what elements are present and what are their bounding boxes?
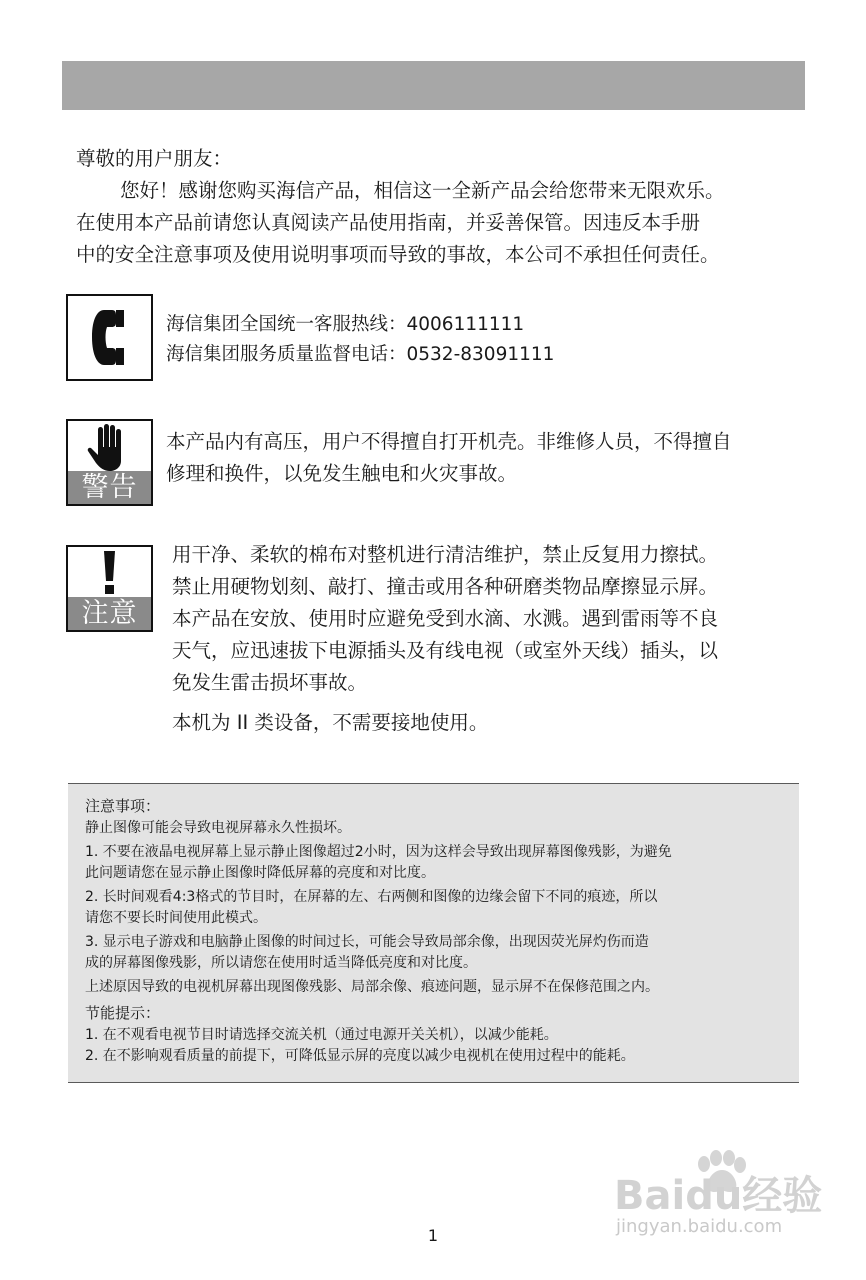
- notes-item-1-line-1: 1. 不要在液晶电视屏幕上显示静止图像超过2小时，因为这样会导致出现屏幕图像残影，为避免: [85, 844, 672, 860]
- caution-text: [172, 539, 802, 739]
- notes-box: [68, 783, 799, 1083]
- warning-line-1: 本产品内有高压，用户不得擅自打开机壳。非维修人员，不得擅自: [166, 430, 732, 453]
- caution-line-2: 禁止用硬物划刻、敲打、撞击或用各种研磨类物品摩擦显示屏。: [172, 575, 719, 598]
- page-number: 1: [427, 1226, 439, 1245]
- warning-label: 警告: [68, 471, 151, 504]
- notes-summary: 上述原因导致的电视机屏幕出现图像残影、局部余像、痕迹问题，显示屏不在保修范围之内。: [85, 979, 659, 995]
- intro-line-1: 您好！感谢您购买海信产品，相信这一全新产品会给您带来无限欢乐。: [120, 179, 725, 202]
- notes-item-3-line-1: 3. 显示电子游戏和电脑静止图像的时间过长，可能会导致局部余像，出现因荧光屏灼伤而造: [85, 934, 649, 950]
- energy-tip-2: 2. 在不影响观看质量的前提下，可降低显示屏的亮度以减少电视机在使用过程中的能耗。: [85, 1048, 635, 1064]
- caution-line-4: 天气，应迅速拔下电源插头及有线电视（或室外天线）插头，以: [172, 639, 719, 662]
- energy-heading: 节能提示：: [85, 1004, 161, 1022]
- watermark-sub: jingyan.baidu.com: [616, 1216, 783, 1237]
- caution-label: 注意: [68, 597, 151, 630]
- greeting: 尊敬的用户朋友：: [76, 147, 233, 170]
- hand-icon: [68, 421, 151, 473]
- hotline-line-2: 海信集团服务质量监督电话：0532-83091111: [166, 344, 555, 365]
- warning-text: [166, 426, 806, 490]
- notes-intro: 静止图像可能会导致电视屏幕永久性损坏。: [85, 820, 351, 836]
- warning-icon-box: [66, 419, 153, 506]
- exclamation-icon: [68, 547, 151, 599]
- caution-line-6: 本机为 II 类设备，不需要接地使用。: [172, 711, 489, 734]
- hotline-line-1: 海信集团全国统一客服热线：4006111111: [166, 314, 525, 335]
- header-bar: [62, 61, 805, 110]
- notes-heading: 注意事项：: [85, 797, 161, 815]
- caution-line-1: 用干净、柔软的棉布对整机进行清洁维护，禁止反复用力擦拭。: [172, 543, 719, 566]
- caution-line-5: 免发生雷击损坏事故。: [172, 671, 368, 694]
- phone-icon: [68, 296, 151, 379]
- watermark-main: Baidu经验: [614, 1173, 823, 1219]
- notes-item-3-line-2: 成的屏幕图像残影，所以请您在使用时适当降低亮度和对比度。: [85, 955, 477, 971]
- energy-tip-1: 1. 在不观看电视节目时请选择交流关机（通过电源开关关机），以减少能耗。: [85, 1027, 558, 1043]
- intro-section: [76, 143, 806, 271]
- warning-line-2: 修理和换件，以免发生触电和火灾事故。: [166, 462, 518, 485]
- phone-icon-box: [66, 294, 153, 381]
- intro-line-2: 在使用本产品前请您认真阅读产品使用指南，并妥善保管。因违反本手册: [76, 211, 701, 234]
- notes-item-2-line-2: 请您不要长时间使用此模式。: [85, 910, 267, 926]
- notes-item-2-line-1: 2. 长时间观看4:3格式的节目时，在屏幕的左、右两侧和图像的边缘会留下不同的痕迹，所以: [85, 889, 658, 905]
- caution-line-3: 本产品在安放、使用时应避免受到水滴、水溅。遇到雷雨等不良: [172, 607, 719, 630]
- caution-icon-box: [66, 545, 153, 632]
- hotline-text: [166, 310, 554, 370]
- notes-item-1-line-2: 此问题请您在显示静止图像时降低屏幕的亮度和对比度。: [85, 865, 435, 881]
- intro-line-3: 中的安全注意事项及使用说明事项而导致的事故，本公司不承担任何责任。: [76, 243, 720, 266]
